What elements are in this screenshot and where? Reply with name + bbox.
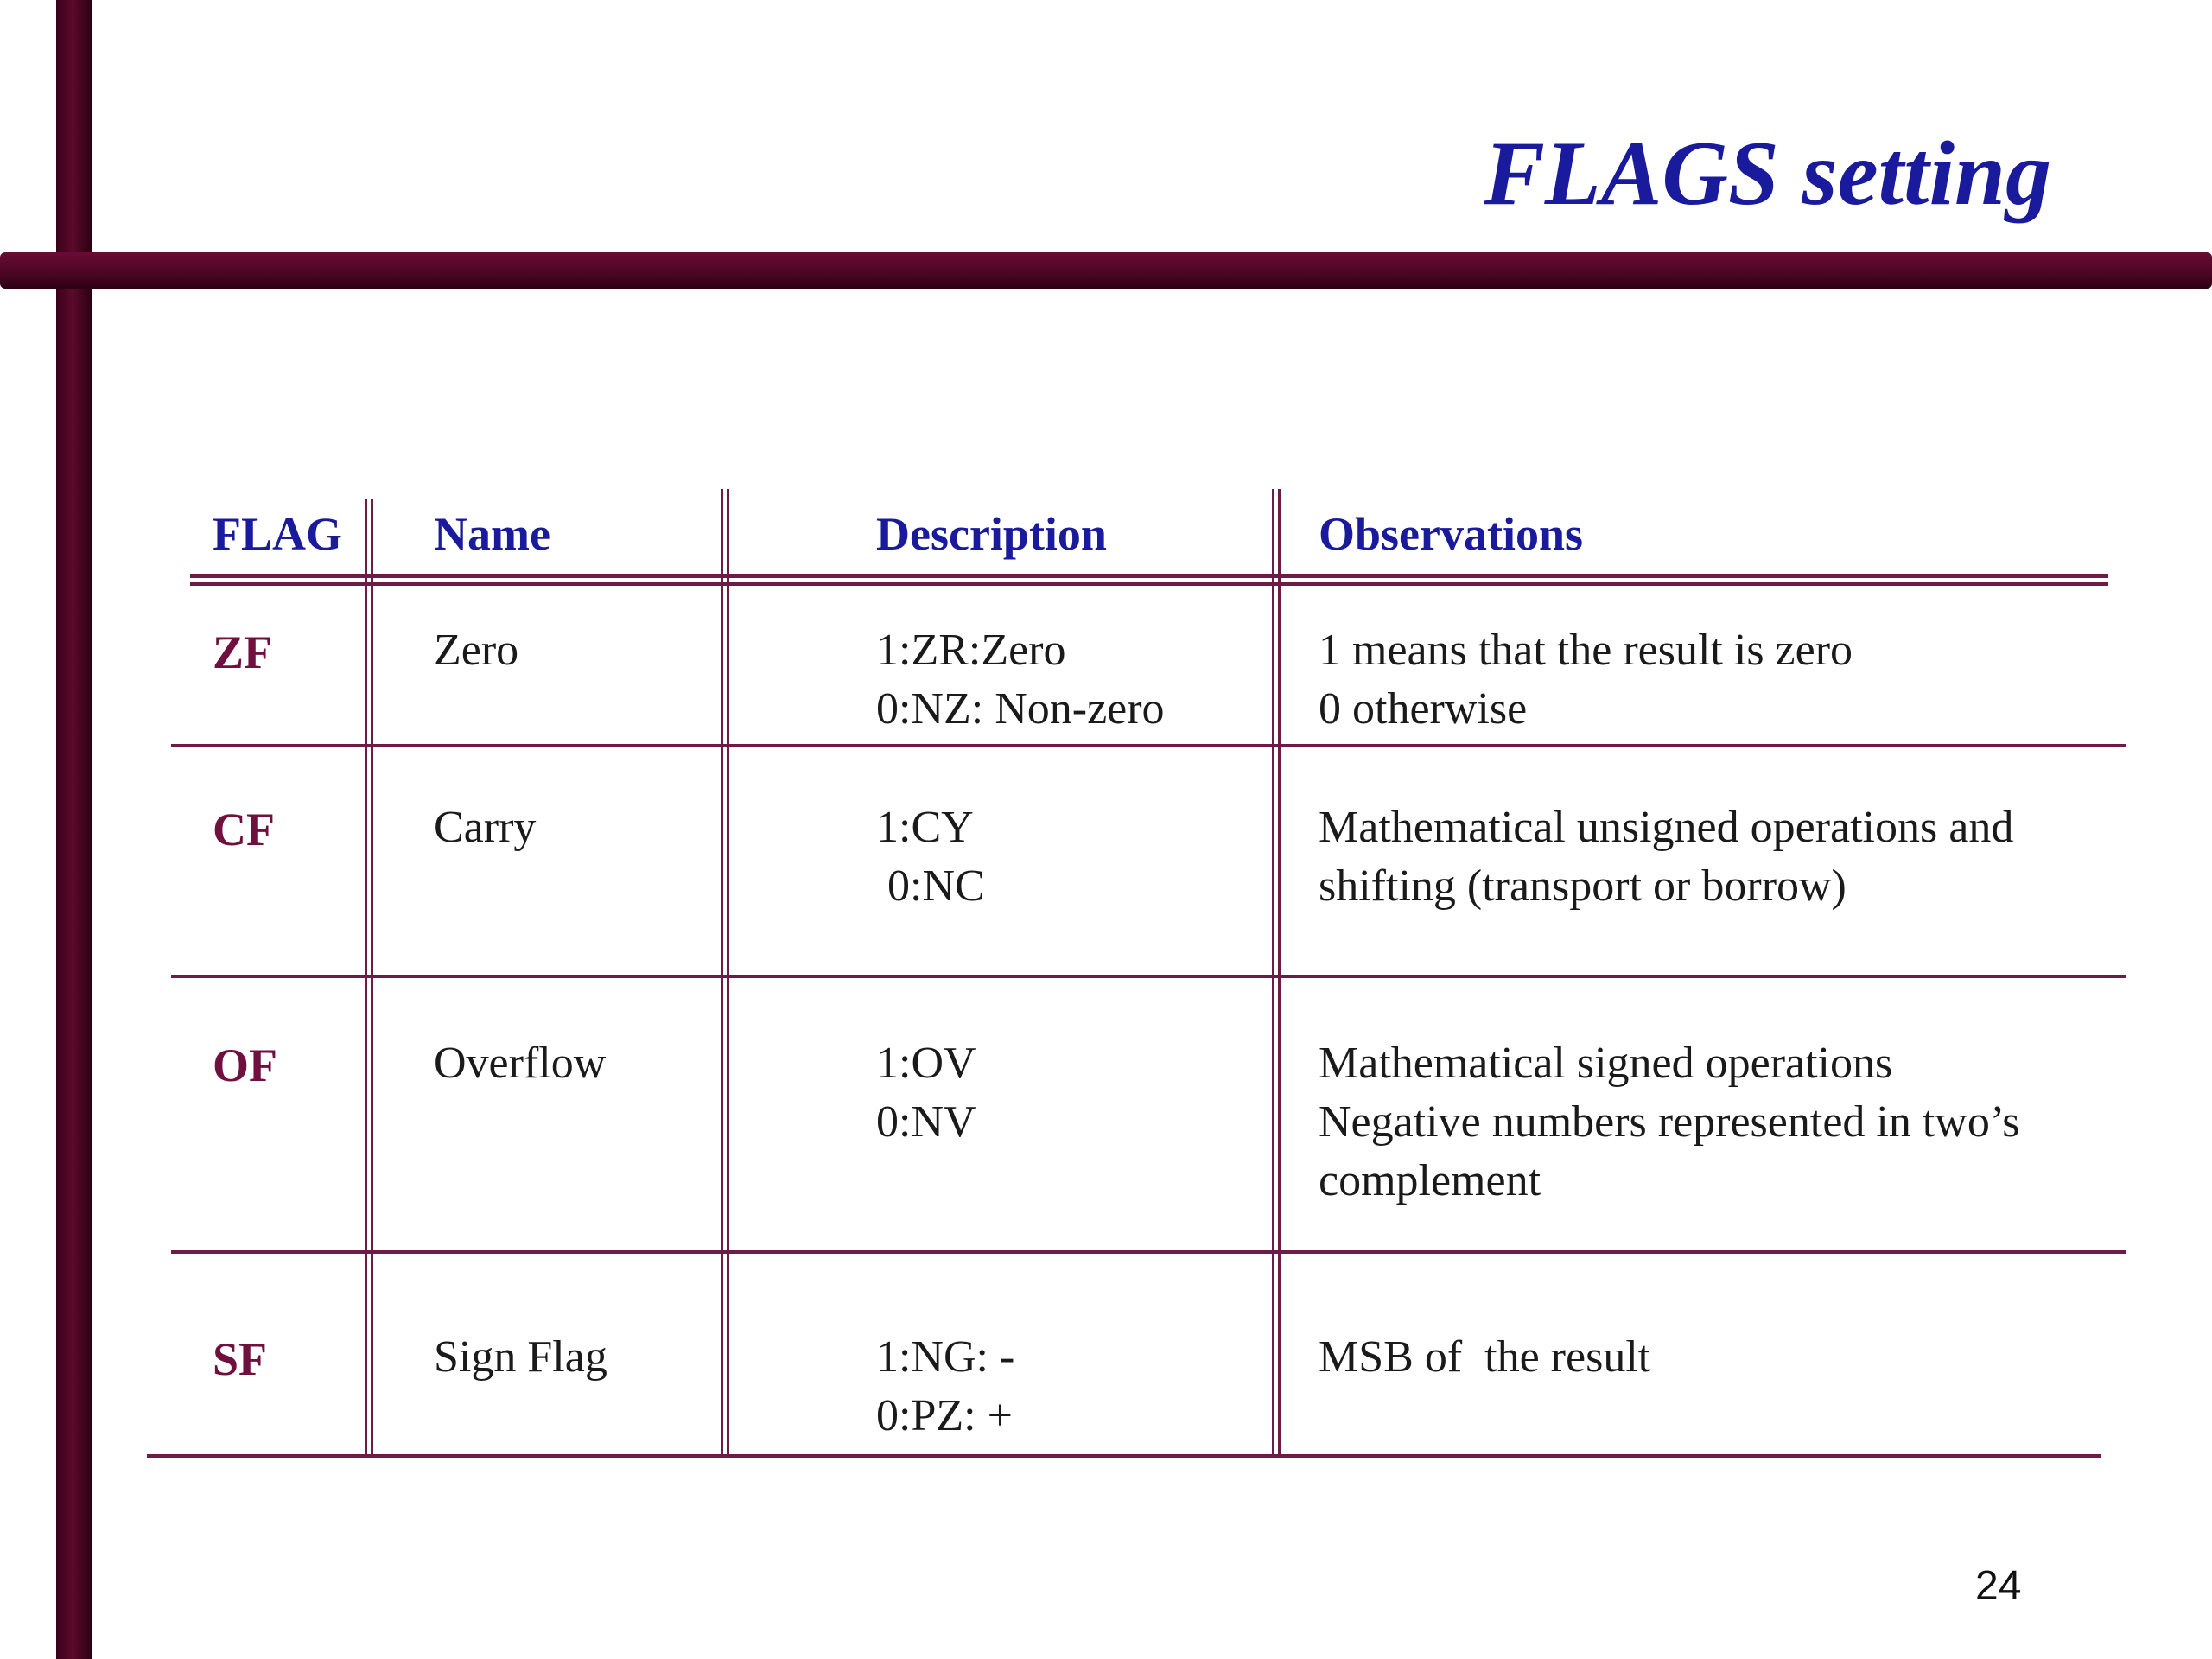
table-row-observations: 1 means that the result is zero xyxy=(1319,626,1853,675)
table-row-flag: CF xyxy=(213,804,275,855)
table-row-description: 0:NV xyxy=(876,1097,976,1147)
slide-title: FLAGS setting xyxy=(1484,123,2051,224)
header-description: Description xyxy=(876,508,1107,560)
column-divider xyxy=(721,489,723,1457)
row-separator xyxy=(171,744,2126,747)
table-row-description: 1:OV xyxy=(876,1039,976,1088)
table-row-description: 0:PZ: + xyxy=(876,1391,1013,1440)
table-row-observations: Mathematical unsigned operations and xyxy=(1319,803,2014,852)
table-row-description: 0:NZ: Non-zero xyxy=(876,684,1165,734)
row-separator xyxy=(171,1250,2126,1254)
table-row-observations: 0 otherwise xyxy=(1319,684,1528,734)
header-rule-bottom xyxy=(190,582,2108,586)
column-divider xyxy=(365,499,367,1457)
table-row-name: Sign Flag xyxy=(434,1332,607,1382)
table-row-flag: ZF xyxy=(213,626,273,678)
table-row-description: 1:CY xyxy=(876,803,974,852)
title-divider-bar xyxy=(0,252,2212,289)
header-observations: Observations xyxy=(1319,508,1584,560)
row-separator xyxy=(147,1454,2101,1458)
table-row-flag: OF xyxy=(213,1039,277,1091)
page-number: 24 xyxy=(1975,1563,2022,1609)
table-row-observations: MSB of the result xyxy=(1319,1332,1651,1382)
row-separator xyxy=(171,975,2126,978)
column-divider xyxy=(371,499,373,1457)
table-row-name: Overflow xyxy=(434,1039,607,1088)
table-row-observations: complement xyxy=(1319,1156,1541,1205)
column-divider xyxy=(1278,489,1281,1457)
column-divider xyxy=(727,489,729,1457)
table-row-observations: Mathematical signed operations xyxy=(1319,1039,1893,1088)
table-row-description: 1:NG: - xyxy=(876,1332,1015,1382)
table-row-name: Zero xyxy=(434,626,519,675)
header-flag: FLAG xyxy=(213,508,343,560)
header-name: Name xyxy=(434,508,550,560)
column-divider xyxy=(1272,489,1274,1457)
table-row-description: 0:NC xyxy=(876,861,985,911)
table-row-observations: Negative numbers represented in two’s xyxy=(1319,1097,2020,1147)
table-row-flag: SF xyxy=(213,1333,268,1385)
table-row-name: Carry xyxy=(434,803,537,852)
table-row-observations: shifting (transport or borrow) xyxy=(1319,861,1847,911)
table-row-description: 1:ZR:Zero xyxy=(876,626,1066,675)
left-accent-bar xyxy=(56,0,92,1659)
header-rule-top xyxy=(190,574,2108,578)
